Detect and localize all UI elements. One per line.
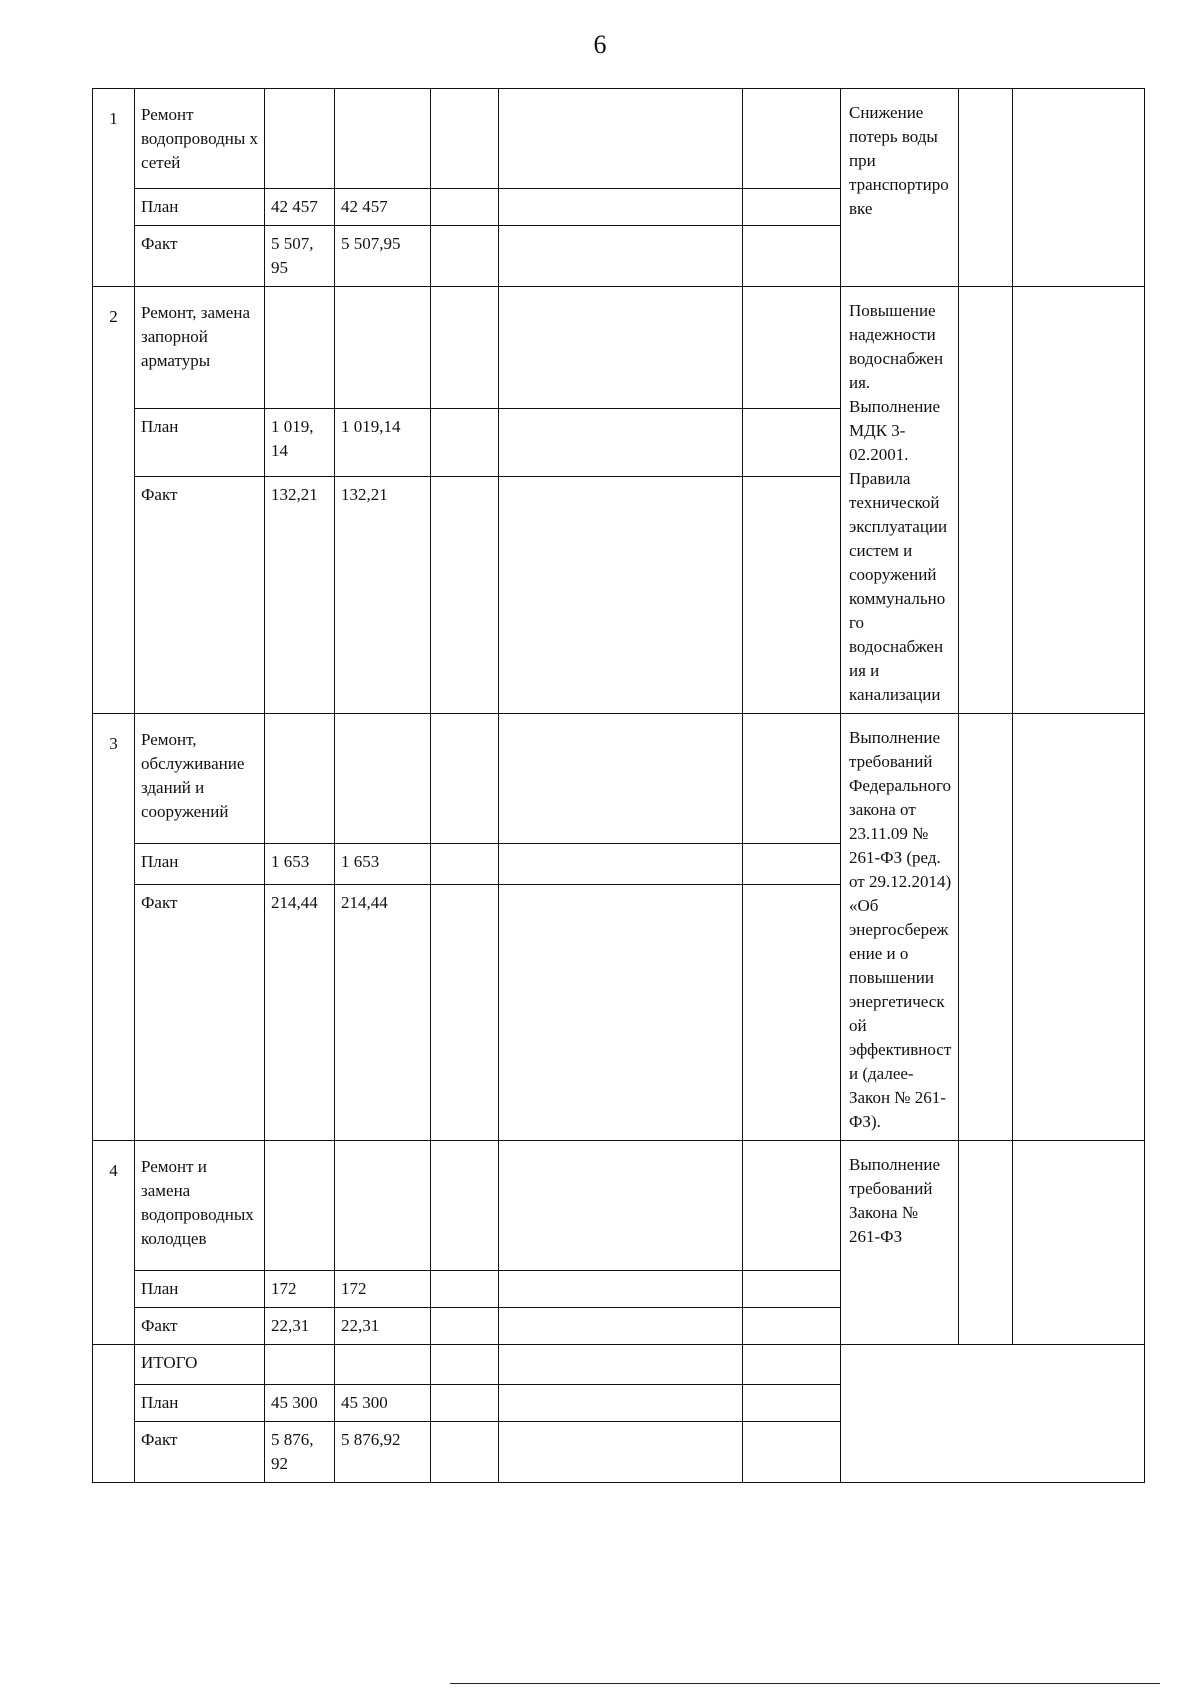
fact-label: Факт xyxy=(135,1308,265,1345)
row-number: 4 xyxy=(93,1141,135,1345)
table-row xyxy=(93,1141,1145,1271)
fact-value: 132,21 xyxy=(335,476,431,713)
fact-value: 5 507, 95 xyxy=(265,226,335,287)
total-title: ИТОГО xyxy=(135,1345,265,1385)
fact-value: 132,21 xyxy=(265,476,335,713)
work-title: Ремонт, обслуживание зданий и сооружений xyxy=(135,714,265,844)
table-row xyxy=(93,714,1145,844)
fact-value: 22,31 xyxy=(265,1308,335,1345)
total-fact-value: 5 876, 92 xyxy=(265,1422,335,1483)
plan-value: 172 xyxy=(265,1271,335,1308)
plan-label: План xyxy=(135,189,265,226)
work-title: Ремонт водопроводны х сетей xyxy=(135,89,265,189)
row-number: 1 xyxy=(93,89,135,287)
plan-value: 1 653 xyxy=(335,844,431,885)
plan-label: План xyxy=(135,408,265,476)
document-table-wrapper xyxy=(92,88,1144,1483)
plan-label: План xyxy=(135,844,265,885)
plan-value: 1 019,14 xyxy=(335,408,431,476)
fact-value: 214,44 xyxy=(335,885,431,1141)
fact-value: 214,44 xyxy=(265,885,335,1141)
fact-label: Факт xyxy=(135,476,265,713)
footer-divider xyxy=(450,1683,1160,1684)
purpose-note: Снижение потерь воды при транспортиро вке xyxy=(841,89,959,287)
plan-value: 1 019, 14 xyxy=(265,408,335,476)
work-title: Ремонт и замена водопроводных колодцев xyxy=(135,1141,265,1271)
fact-label: Факт xyxy=(135,885,265,1141)
total-plan-value: 45 300 xyxy=(335,1385,431,1422)
purpose-note: Повышение надежности водоснабжен ия. Выполнение МДК 3-02.2001. Правила технической эксплуатации систем и сооружений коммунально го водоснабжен ия и канализации xyxy=(841,287,959,714)
table-row xyxy=(93,89,1145,189)
repair-plan-table xyxy=(92,88,1145,1483)
page-number: 6 xyxy=(593,30,607,59)
fact-label: Факт xyxy=(135,1422,265,1483)
fact-value: 5 507,95 xyxy=(335,226,431,287)
fact-label: Факт xyxy=(135,226,265,287)
plan-value: 42 457 xyxy=(335,189,431,226)
fact-value: 22,31 xyxy=(335,1308,431,1345)
table-row xyxy=(93,287,1145,409)
plan-label: План xyxy=(135,1271,265,1308)
plan-label: План xyxy=(135,1385,265,1422)
row-number: 3 xyxy=(93,714,135,1141)
purpose-note: Выполнение требований Федерального закона от 23.11.09 № 261-ФЗ (ред. от 29.12.2014) «Об энергосбереж ение и о повышении энергетическ ой эффективност и (далее-Закон № 261-ФЗ). xyxy=(841,714,959,1141)
work-title: Ремонт, замена запорной арматуры xyxy=(135,287,265,409)
plan-value: 172 xyxy=(335,1271,431,1308)
total-fact-value: 5 876,92 xyxy=(335,1422,431,1483)
row-number: 2 xyxy=(93,287,135,714)
plan-value: 1 653 xyxy=(265,844,335,885)
plan-value: 42 457 xyxy=(265,189,335,226)
total-row xyxy=(93,1345,1145,1385)
purpose-note: Выполнение требований Закона № 261-ФЗ xyxy=(841,1141,959,1345)
total-plan-value: 45 300 xyxy=(265,1385,335,1422)
